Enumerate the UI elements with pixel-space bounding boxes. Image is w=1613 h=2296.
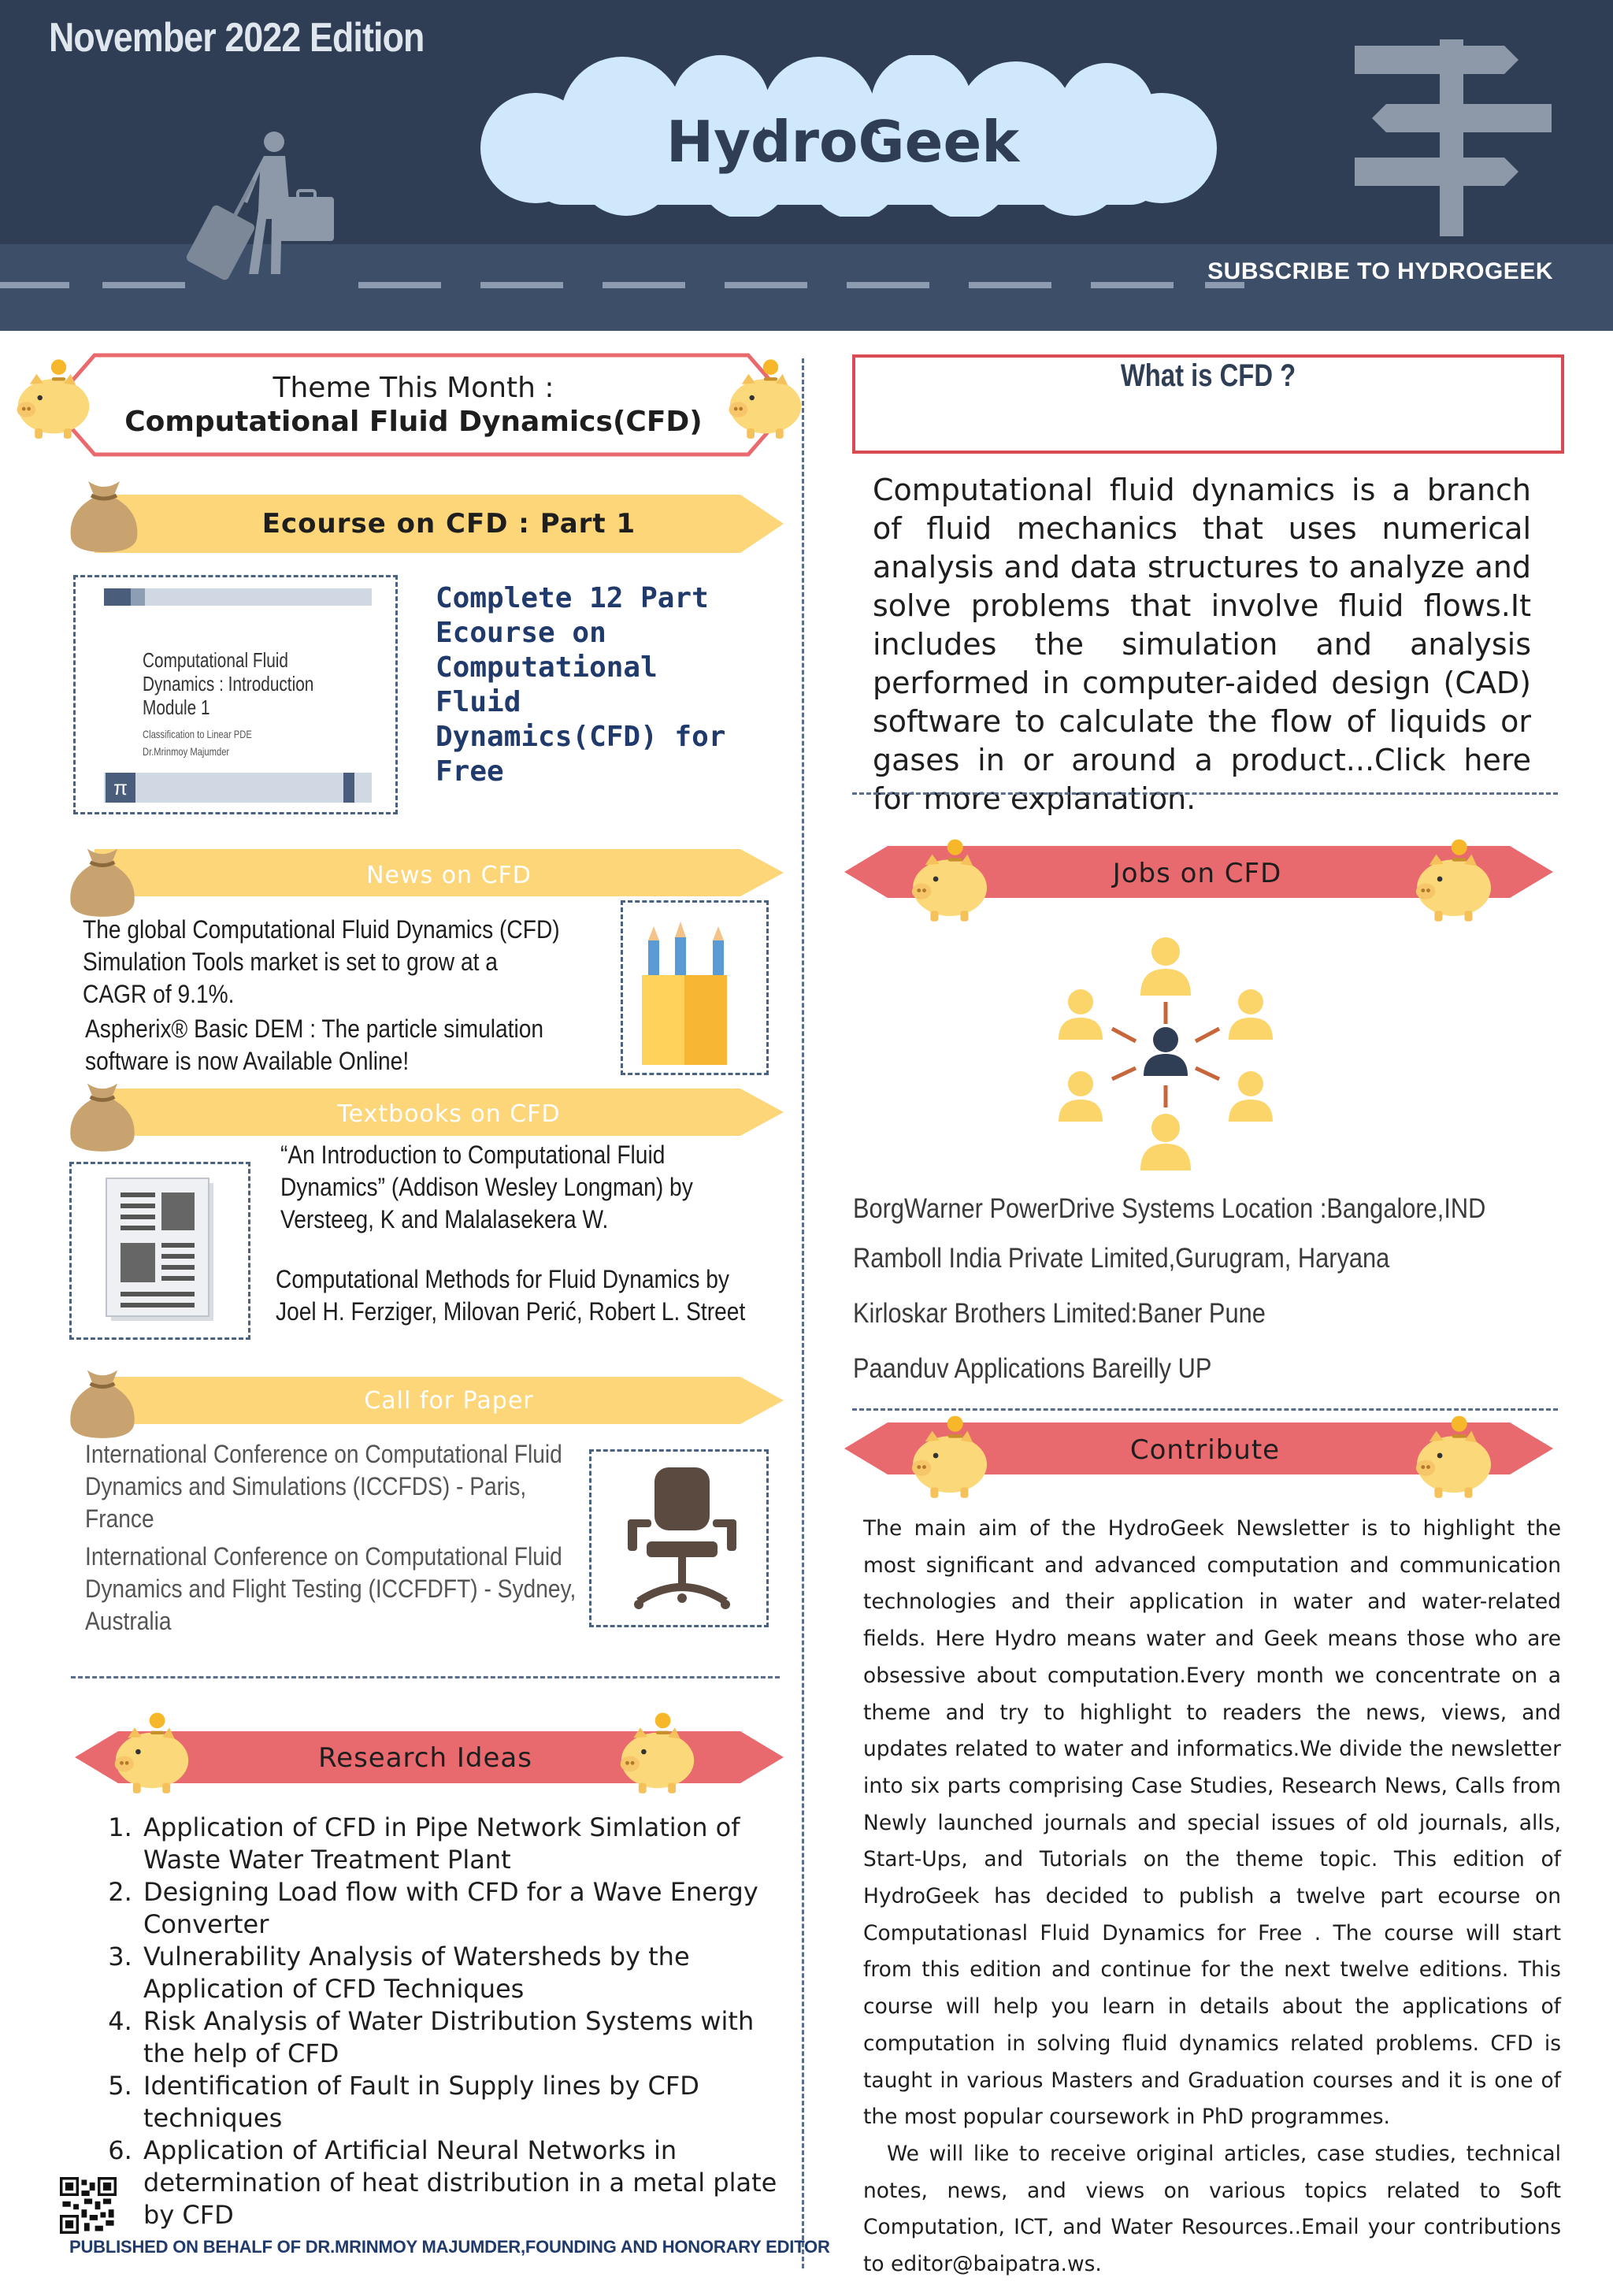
slide-title-line: Computational Fluid (143, 648, 288, 672)
textbook-item[interactable]: Computational Methods for Fluid Dynamics by Joel H. Ferziger, Milovan Perić, Robert L. Street (276, 1265, 746, 1326)
contribute-banner: Contribute (1129, 1434, 1281, 1466)
slide-title-line: Dynamics : Introduction (143, 672, 314, 695)
newsletter-brand: HydroGeek (666, 109, 1020, 175)
road-dash (480, 282, 563, 288)
job-listing[interactable]: BorgWarner PowerDrive Systems Location :Bangalore,IND (853, 1193, 1486, 1224)
footer-publisher: PUBLISHED ON BEHALF OF DR.MRINMOY MAJUMDER,FOUNDING AND HONORARY EDITOR (69, 2237, 830, 2257)
contribute-paragraph: We will like to receive original articles, case studies, technical notes, news, and views on various topics related to Soft Computation, ICT, and Water Resources..Email your contributions to editor@baipatra.ws. (863, 2141, 1561, 2277)
cfp-item[interactable]: International Conference on Computational Fluid Dynamics and Flight Testing (ICCFDFT) - Sydney, Australia (85, 1542, 577, 1635)
job-listing[interactable]: Kirloskar Brothers Limited:Baner Pune (853, 1298, 1266, 1329)
money-bag-icon (65, 1355, 140, 1440)
road-dash (969, 282, 1051, 288)
pencil-cup-illustration (621, 900, 769, 1075)
piggy-bank-icon (1410, 835, 1498, 923)
section-divider (71, 1676, 780, 1678)
research-item: 1. Application of CFD in Pipe Network Simlation of Waste Water Treatment Plant (140, 1812, 783, 1876)
road-dash (102, 282, 185, 288)
piggy-bank-icon (906, 1411, 994, 1500)
document-icon (103, 1177, 221, 1326)
cfp-banner: Call for Paper (364, 1387, 534, 1415)
chair-icon (623, 1463, 741, 1612)
contribute-paragraph: The main aim of the HydroGeek Newsletter is to highlight the most significant and advanced computation and communication technologies and their application in water and water-related fields. Here Hydro means water and Geek means those who are obsessive about computation.Every month we concentrate on a theme and try to highlight to readers the news, views, and updates related to water and informatics.We divide the newsletter into six parts comprising Case Studies, Research News, Calls from Newly launched journals and special issues of old journals, alls, Start-Ups, and Tutorials on the theme topic. This edition of HydroGeek has decided to publish a twelve part ecourse on Computationasl Fluid Dynamics for Free . The course will start from this edition and continue for the next twelve editions. This course will help you learn in details about the applications of computation in solving fluid dynamics related problems. CFD is taught in various Masters and Graduation courses and it is one of the most popular coursework in PhD programmes. (863, 1516, 1561, 2130)
piggy-bank-icon (109, 1708, 195, 1796)
ecourse-thumbnail[interactable] (73, 575, 398, 814)
whatis-text[interactable]: Computational fluid dynamics is a branch of fluid mechanics that uses numerical analysis and data structures to analyze and solve problems that involve fluid flows.It includes the simulation and analysis performed in computer-aided design (CAD) software to calculate the flow of liquids or gases in or around a product...Click here for more explanation. (873, 473, 1531, 816)
road-dash (725, 282, 807, 288)
news-banner: News on CFD (366, 862, 532, 889)
road-dash (847, 282, 929, 288)
job-listing[interactable]: Paanduv Applications Bareilly UP (853, 1353, 1212, 1384)
section-divider (852, 792, 1558, 795)
slide-subtitle: Classification to Linear PDE (143, 728, 252, 740)
theme-label: Theme This Month : (273, 372, 554, 404)
whatis-title: What is CFD ? (1120, 358, 1296, 393)
slide-title-line: Module 1 (143, 695, 210, 719)
signpost-icon (1339, 32, 1567, 244)
textbooks-banner: Textbooks on CFD (337, 1100, 561, 1128)
pi-icon: π (106, 773, 135, 803)
edition-label: November 2022 Edition (49, 15, 425, 61)
theme-frame (47, 353, 795, 457)
piggy-bank-icon (906, 835, 994, 923)
office-chair-illustration (589, 1449, 769, 1627)
ecourse-banner: Ecourse on CFD : Part 1 (261, 508, 636, 540)
subscribe-link[interactable]: SUBSCRIBE TO HYDROGEEK (1207, 258, 1553, 284)
research-ideas-list (106, 1812, 783, 2231)
research-item: 3. Vulnerability Analysis of Watersheds by the Application of CFD Techniques (140, 1941, 783, 2005)
road-dash (1091, 282, 1174, 288)
money-bag-icon (65, 463, 143, 556)
road-dash (603, 282, 685, 288)
money-bag-icon (65, 1068, 140, 1153)
section-divider (852, 1408, 1558, 1411)
ecourse-title-link[interactable]: Complete 12 Part Ecourse on Computational Fluid Dynamics(CFD) for Free (436, 582, 726, 788)
people-network-icon (1048, 929, 1284, 1174)
book-illustration (69, 1162, 250, 1340)
slide-author: Dr.Mrinmoy Majumder (143, 745, 230, 758)
road-dash (358, 282, 441, 288)
research-banner: Research Ideas (318, 1742, 532, 1774)
pencil-cup-icon (634, 909, 760, 1066)
traveller-icon (181, 124, 350, 282)
research-item: 5. Identification of Fault in Supply lines by CFD techniques (140, 2070, 783, 2135)
research-item: 4. Risk Analysis of Water Distribution Systems with the help of CFD (140, 2005, 783, 2070)
news-item[interactable]: Aspherix® Basic DEM : The particle simulation software is now Available Online! (85, 1014, 544, 1075)
research-item: 6. Application of Artificial Neural Networks in determination of heat distribution in a metal plate by CFD (140, 2135, 783, 2231)
theme-title: Computational Fluid Dynamics(CFD) (124, 406, 703, 438)
masthead (0, 0, 1613, 331)
column-divider (802, 358, 804, 2268)
road-dash (0, 282, 69, 288)
jobs-banner: Jobs on CFD (1112, 858, 1282, 889)
job-listing[interactable]: Ramboll India Private Limited,Gurugram, Haryana (853, 1243, 1390, 1274)
contribute-text (863, 1511, 1561, 2283)
textbook-item[interactable]: “An Introduction to Computational Fluid Dynamics” (Addison Wesley Longman) by Versteeg, K and Malalasekera W. (280, 1141, 693, 1233)
cfp-item[interactable]: International Conference on Computational Fluid Dynamics and Simulations (ICCFDS) - Paris, France (85, 1440, 562, 1533)
news-item[interactable]: The global Computational Fluid Dynamics (CFD) Simulation Tools market is set to grow at a CAGR of 9.1%. (83, 915, 560, 1008)
research-item: 2. Designing Load flow with CFD for a Wave Energy Converter (140, 1876, 783, 1941)
money-bag-icon (65, 833, 140, 918)
qr-code-icon[interactable] (60, 2177, 117, 2234)
piggy-bank-icon (1410, 1411, 1498, 1500)
